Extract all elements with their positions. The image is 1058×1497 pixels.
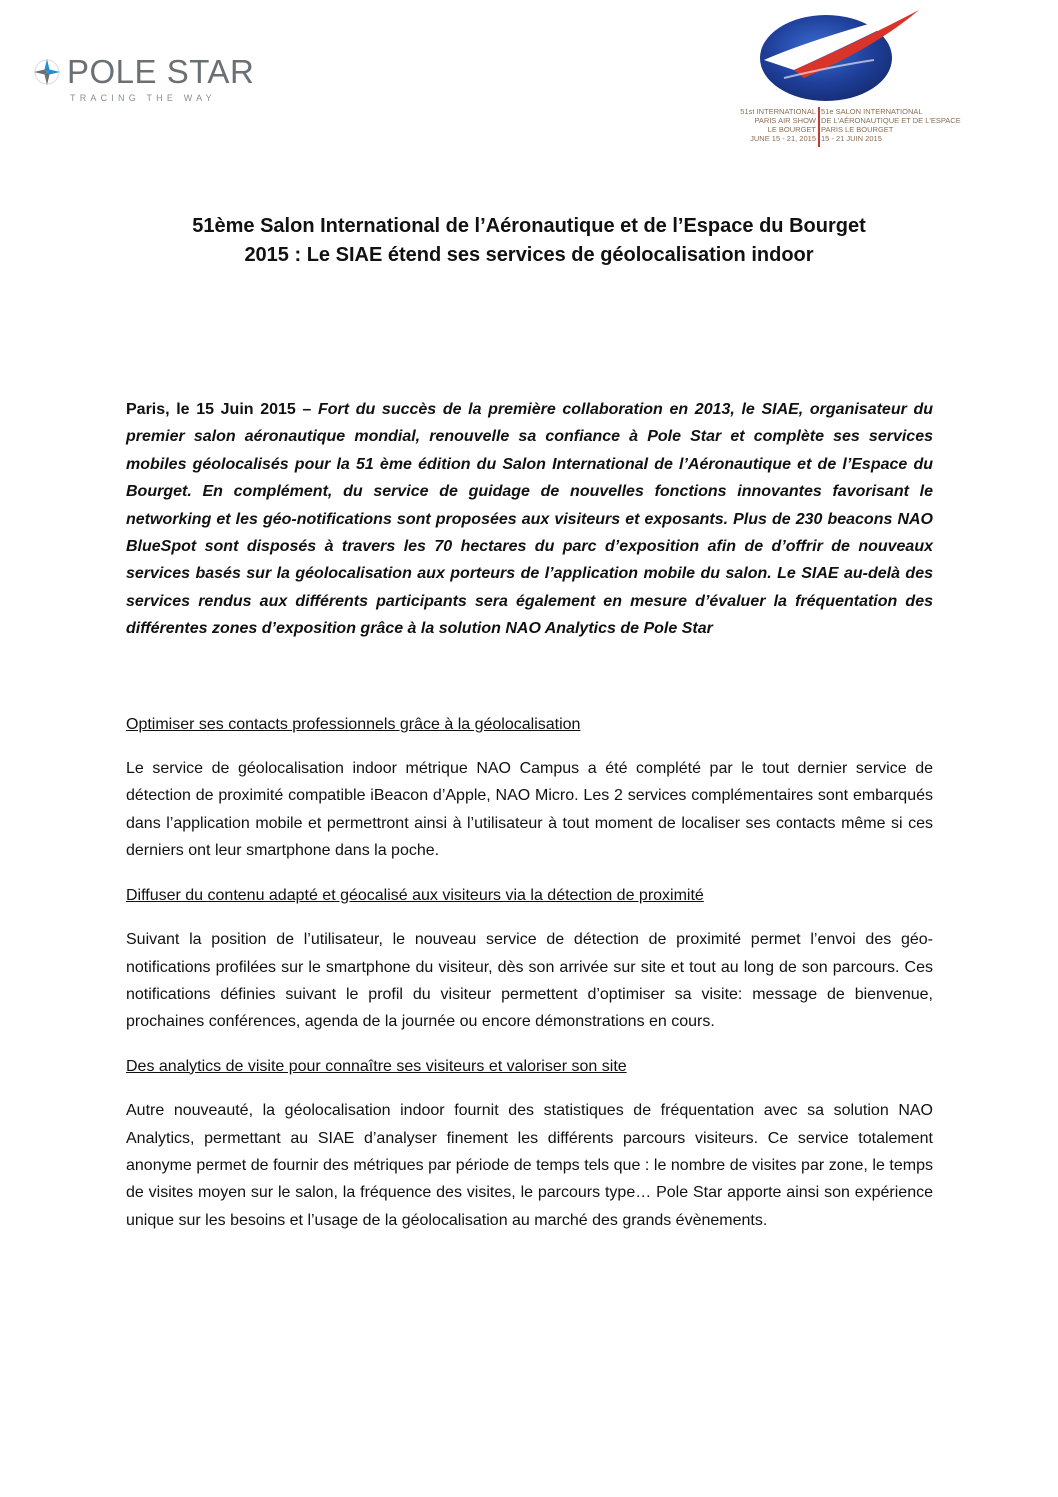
lead-text: Fort du succès de la première collaboration en 2013, le SIAE, organisateur du premier salon aéronautique mondial, renouvelle sa confiance à Pole Star et complète ses services mobiles géolocalisés pour la 51 ème édition du Salon International de l’Aéronautique et de l’Espace du Bourget. En complément, du service de guidage de nouvelles fonctions innovantes favorisant le networking et les géo-notifications sont proposées aux visiteurs et exposants. Plus de 230 beacons NAO BlueSpot sont disposés à travers les 70 hectares du parc d’exposition afin de d’offrir de nouveaux services basés sur la géolocalisation aux porteurs de l’application mobile du salon. Le SIAE au-delà des services rendus aux différents participants sera également en mesure d’évaluer la fréquentation des différentes zones d’exposition grâce à la solution NAO Analytics de Pole Star: [126, 401, 934, 638]
caption-line: 51e SALON INTERNATIONAL: [821, 107, 923, 116]
section-heading: Des analytics de visite pour connaître ses visiteurs et valoriser son site: [126, 1057, 627, 1075]
polestar-tagline: TRACING THE WAY: [70, 93, 216, 103]
section-paragraph: Suivant la position de l’utilisateur, le nouveau service de détection de proximité permet l’envoi des géo-notifications profilées sur le smartphone du visiteur, dès son arrivée sur site et tout au long de son parcours. Ces notifications définies suivant le profil du visiteur permettent d’optimiser sa visite: message de bienvenue, prochaines conférences, agenda de la journée ou encore démonstrations en cours.: [126, 931, 933, 1031]
section-paragraph: Autre nouveauté, la géolocalisation indoor fournit des statistiques de fréquentation avec sa solution NAO Analytics, permettant au SIAE d’analyser finement les différents parcours visiteurs. Ce service totalement anonyme permet de fournir des métriques par période de temps tels que : le nombre de visites par zone, le temps de visites moyen sur le salon, la fréquence des visites, le parcours type… Pole Star apporte ainsi son expérience unique sur les besoins et l’usage de la géolocalisation au marché des grands évènements.: [126, 1102, 933, 1229]
section-paragraph: Le service de géolocalisation indoor métrique NAO Campus a été complété par le tout dernier service de détection de proximité compatible iBeacon d’Apple, NAO Micro. Les 2 services complémentaires sont embarqués dans l’application mobile et permettront ainsi à l’utilisateur à tout moment de localiser ses contacts même si ces derniers ont leur smartphone dans la poche.: [126, 760, 933, 860]
caption-line: 15 - 21 JUIN 2015: [821, 134, 882, 143]
document-body: [126, 396, 933, 1234]
title-line-2: 2015 : Le SIAE étend ses services de géolocalisation indoor: [244, 244, 814, 266]
title-line-1: 51ème Salon International de l’Aéronautique et de l’Espace du Bourget: [192, 215, 866, 237]
caption-line: PARIS LE BOURGET: [821, 125, 894, 134]
section-heading: Optimiser ses contacts professionnels grâce à la géolocalisation: [126, 715, 581, 733]
paris-air-show-logo: [728, 8, 961, 153]
section-heading: Diffuser du contenu adapté et géocalisé aux visiteurs via la détection de proximité: [126, 886, 704, 904]
air-show-caption: [728, 107, 961, 151]
air-show-emblem-icon: [754, 8, 924, 103]
caption-divider: [818, 107, 820, 147]
document-title: [100, 212, 958, 270]
caption-line: LE BOURGET: [767, 125, 816, 134]
polestar-logo: [33, 55, 263, 110]
caption-line: DE L'AÉRONAUTIQUE ET DE L'ESPACE: [821, 116, 961, 125]
compass-star-icon: [33, 58, 61, 86]
air-show-caption-french: [821, 107, 961, 143]
caption-line: 51st INTERNATIONAL: [740, 107, 816, 116]
page-header: [0, 0, 1058, 160]
air-show-caption-english: [728, 107, 816, 143]
caption-line: PARIS AIR SHOW: [754, 116, 816, 125]
dateline: Paris, le 15 Juin 2015 –: [126, 401, 318, 418]
caption-line: JUNE 15 - 21, 2015: [750, 134, 816, 143]
lead-paragraph: [126, 396, 933, 643]
polestar-wordmark: POLE STAR: [67, 53, 255, 90]
